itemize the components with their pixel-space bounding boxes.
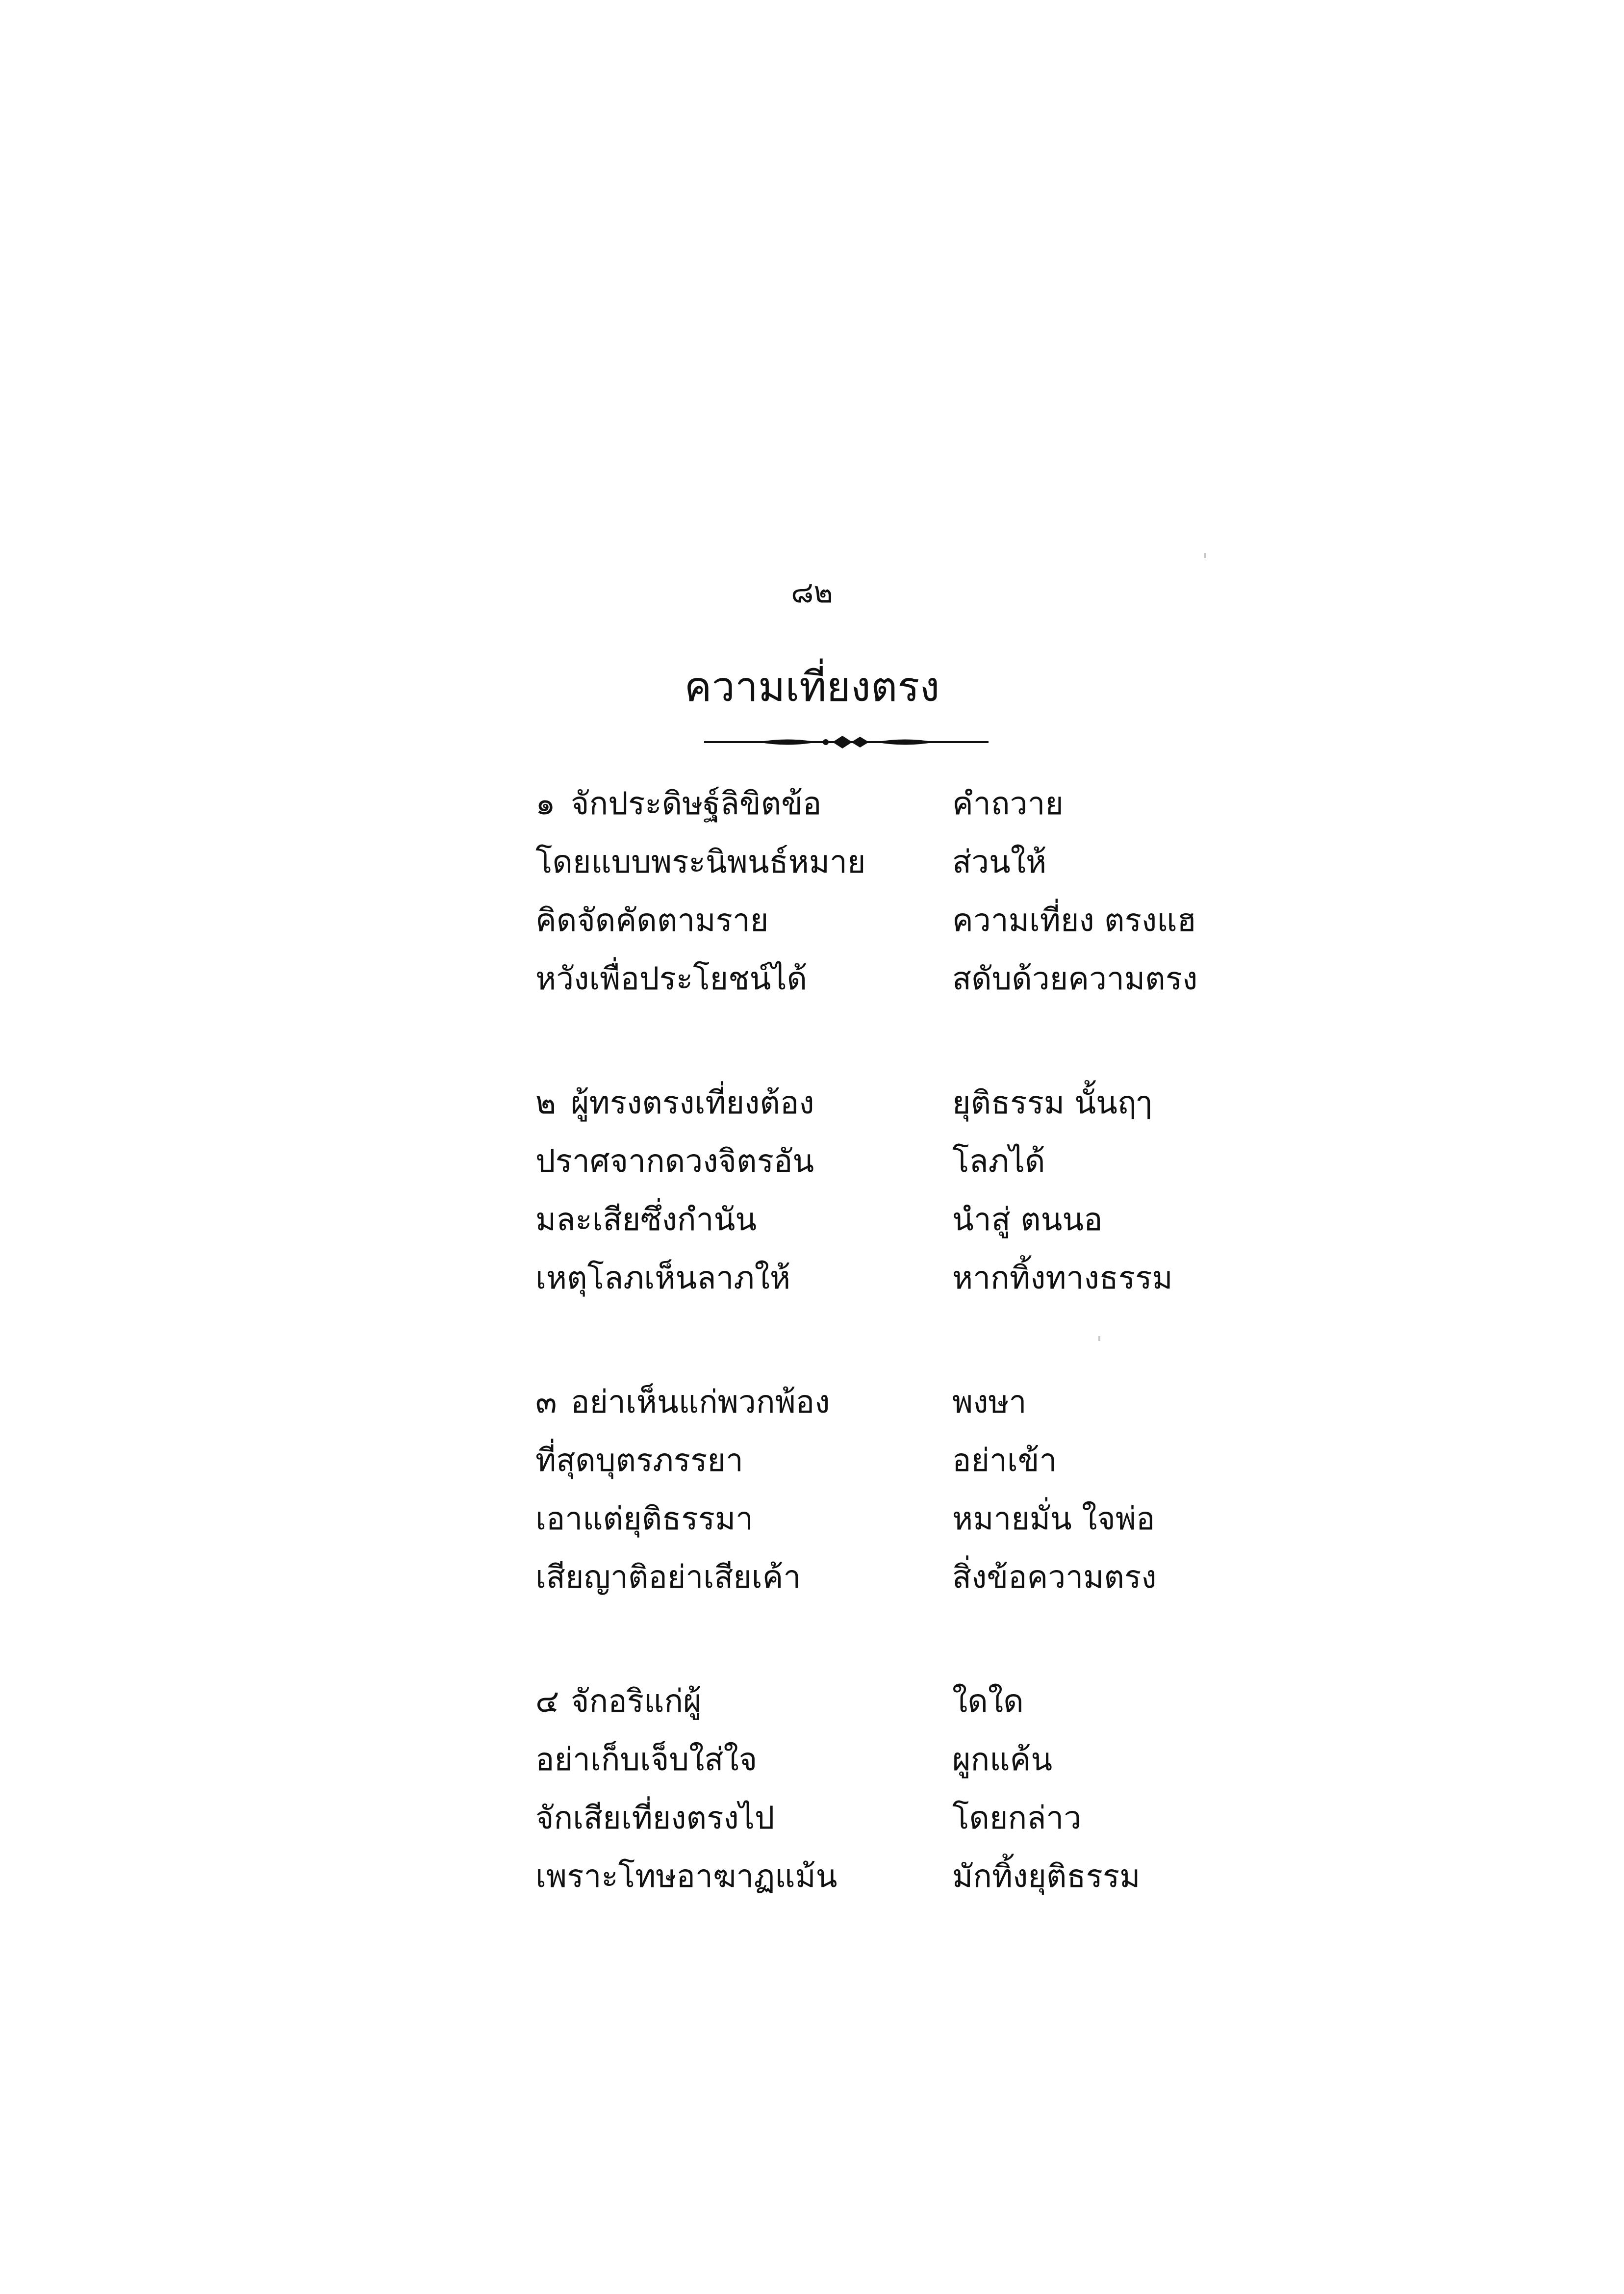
line-first-half: จักเสียเที่ยงตรงไป xyxy=(535,1800,775,1836)
poem-body xyxy=(535,775,1271,1972)
line-first-half: ผู้ทรงตรงเที่ยงต้อง xyxy=(571,1085,814,1121)
line-second-half: ใดใด xyxy=(952,1683,1024,1720)
stanza-number: ๓ xyxy=(535,1384,557,1420)
scan-speck xyxy=(1098,1336,1100,1341)
line-second-half: พงษา xyxy=(952,1384,1027,1420)
verse-line xyxy=(535,775,1271,833)
stanza xyxy=(535,775,1271,1008)
line-second-half: หากทิ้งทางธรรม xyxy=(952,1260,1173,1296)
verse-line xyxy=(535,1548,1271,1607)
line-first-half: โดยแบบพระนิพนธ์หมาย xyxy=(535,844,866,880)
line-second-half: อย่าเข้า xyxy=(952,1443,1057,1479)
line-second-half: มักทิ้งยุติธรรม xyxy=(952,1858,1141,1895)
line-second-half: หมายมั่น ใจพ่อ xyxy=(952,1501,1155,1537)
line-first-half: ที่สุดบุตรภรรยา xyxy=(535,1443,743,1479)
verse-line xyxy=(535,950,1271,1008)
line-second-half: คำถวาย xyxy=(952,786,1064,822)
stanza xyxy=(535,1373,1271,1607)
line-first-half: เพราะโทษอาฆาฏแม้น xyxy=(535,1858,837,1895)
line-second-half: ความเที่ยง ตรงแฮ xyxy=(952,902,1196,939)
stanza xyxy=(535,1074,1271,1308)
verse-line xyxy=(535,892,1271,950)
stanza-number: ๒ xyxy=(535,1085,557,1121)
line-second-half: สดับด้วยความตรง xyxy=(952,961,1198,997)
stanza xyxy=(535,1673,1271,1906)
line-first-half: จักประดิษฐ์ลิขิตข้อ xyxy=(571,786,822,822)
line-first-half: หวังเพื่อประโยชน์ได้ xyxy=(535,961,808,997)
poem-title: ความเที่ยงตรง xyxy=(684,663,940,711)
verse-line xyxy=(535,1789,1271,1848)
line-second-half: โลภได้ xyxy=(952,1143,1045,1180)
line-first-half: อย่าเห็นแก่พวกพ้อง xyxy=(571,1384,830,1420)
line-first-half: มละเสียซึ่งกำนัน xyxy=(535,1202,757,1238)
line-second-half: นำสู่ ตนนอ xyxy=(952,1202,1103,1238)
verse-line xyxy=(535,833,1271,892)
line-first-half: เหตุโลภเห็นลาภให้ xyxy=(535,1260,790,1296)
line-first-half: คิดจัดคัดตามราย xyxy=(535,902,769,939)
line-first-half: เอาแต่ยุติธรรมา xyxy=(535,1501,754,1537)
verse-line xyxy=(535,1731,1271,1789)
title-ornament-divider xyxy=(704,731,989,753)
line-first-half: จักอริแก่ผู้ xyxy=(571,1683,702,1720)
stanza-number: ๑ xyxy=(535,786,556,822)
verse-line xyxy=(535,1848,1271,1906)
verse-line xyxy=(535,1373,1271,1432)
page-number: ๘๒ xyxy=(791,575,833,610)
verse-line xyxy=(535,1191,1271,1249)
verse-line xyxy=(535,1249,1271,1308)
line-second-half: โดยกล่าว xyxy=(952,1800,1082,1836)
verse-line xyxy=(535,1133,1271,1191)
verse-line xyxy=(535,1074,1271,1133)
verse-line xyxy=(535,1673,1271,1731)
verse-line xyxy=(535,1432,1271,1490)
line-second-half: ส่วนให้ xyxy=(952,844,1047,880)
verse-line xyxy=(535,1490,1271,1548)
line-second-half: สิ่งข้อความตรง xyxy=(952,1559,1157,1596)
line-first-half: เสียญาติอย่าเสียเค้า xyxy=(535,1559,801,1596)
stanza-number: ๔ xyxy=(535,1683,559,1720)
scan-speck xyxy=(1204,553,1206,558)
line-first-half: อย่าเก็บเจ็บใส่ใจ xyxy=(535,1742,758,1778)
line-second-half: ยุติธรรม นั้นฤๅ xyxy=(952,1085,1152,1121)
line-second-half: ผูกแค้น xyxy=(952,1742,1053,1778)
line-first-half: ปราศจากดวงจิตรอัน xyxy=(535,1143,814,1180)
